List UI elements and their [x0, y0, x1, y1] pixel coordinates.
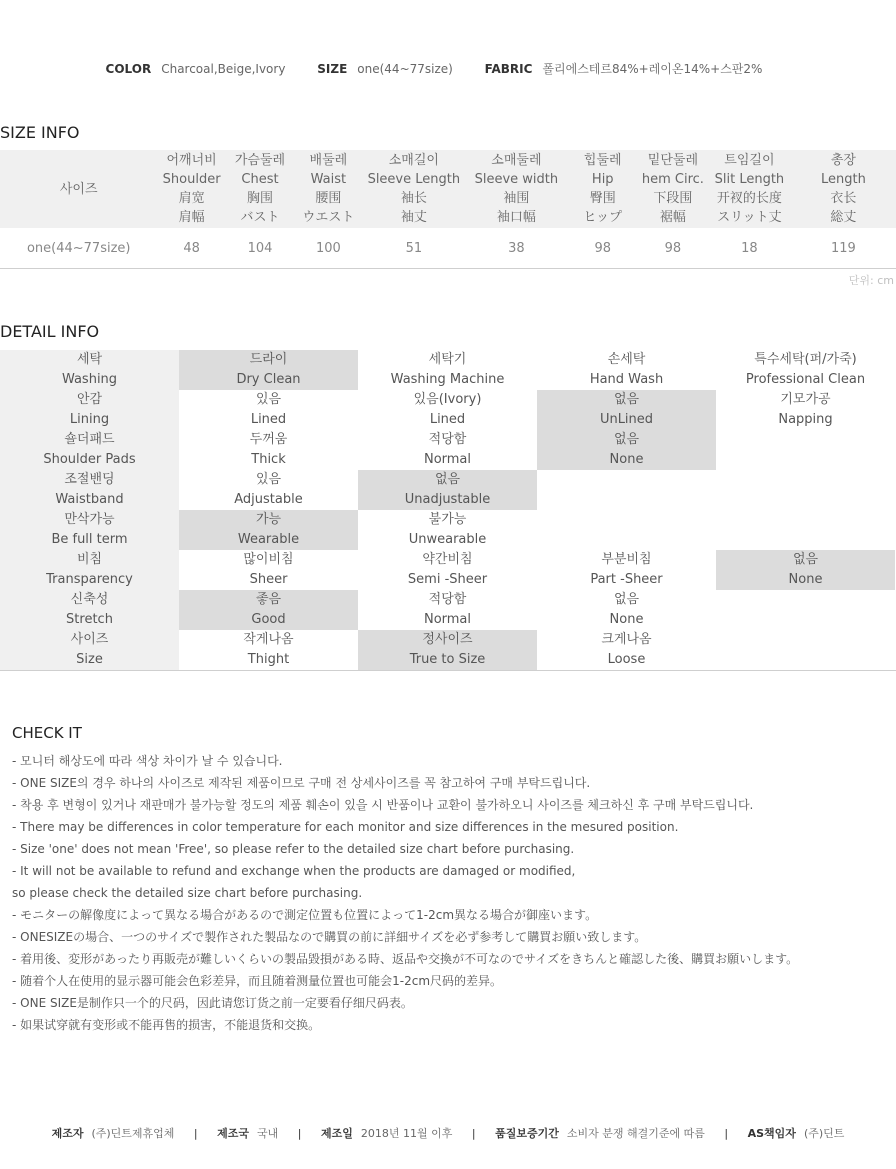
date-value: 2018년 11월 이후	[360, 1127, 453, 1140]
check-it-line: - 모니터 해상도에 따라 색상 차이가 날 수 있습니다.	[12, 754, 283, 768]
detail-option	[716, 390, 895, 430]
date-label: 제조일	[321, 1127, 353, 1140]
detail-option-selected	[537, 430, 716, 470]
size-header-text: 裾幅	[659, 210, 686, 225]
size-value-cell: 48	[183, 240, 200, 256]
check-it-line: - There may be differences in color temperature for each monitor and size differences in the mesured position.	[12, 820, 679, 834]
size-header-text: 트임길이	[724, 153, 775, 168]
detail-row	[0, 470, 896, 510]
detail-option	[358, 510, 537, 550]
size-table-row	[0, 228, 896, 269]
size-header-text: Sleeve width	[474, 172, 559, 187]
size-header-text: Shoulder	[162, 172, 221, 187]
detail-label	[0, 510, 179, 550]
size-header-cell	[294, 150, 362, 228]
detail-label-text: 숄더패드	[64, 432, 115, 447]
detail-option-text: 있음	[255, 472, 282, 487]
size-header-text: 사이즈	[59, 181, 98, 197]
size-header-cell	[0, 150, 157, 228]
detail-option-text: Unwearable	[408, 532, 487, 547]
detail-option-text: None	[788, 572, 823, 587]
detail-option-text: Sheer	[249, 572, 288, 587]
size-header-text: 袖长	[400, 191, 427, 206]
detail-option	[537, 510, 716, 550]
check-it-line: - Size 'one' does not mean 'Free', so please refer to the detailed size chart before purchasing.	[12, 842, 575, 856]
detail-option-selected	[179, 590, 358, 630]
detail-option	[358, 550, 537, 590]
detail-option-text: 드라이	[249, 352, 288, 367]
detail-option-text: 손세탁	[607, 352, 646, 367]
detail-option-text: 두꺼움	[249, 432, 288, 447]
detail-label-text: 신축성	[70, 592, 109, 607]
fabric-value: 폴리에스테르84%+레이온14%+스판2%	[542, 62, 763, 76]
detail-option-text: Washing Machine	[390, 372, 505, 387]
size-header-text: Waist	[310, 172, 347, 187]
detail-label	[0, 430, 179, 470]
detail-option	[537, 590, 716, 630]
detail-option-text: Wearable	[237, 532, 300, 547]
size-header-text: 총장	[830, 153, 856, 168]
detail-option-text: 없음	[613, 392, 640, 407]
footer-separator: |	[471, 1127, 476, 1140]
country-label: 제조국	[217, 1127, 250, 1140]
detail-option-text: 가능	[255, 512, 282, 527]
size-header-cell	[791, 150, 896, 228]
detail-option	[716, 470, 895, 510]
detail-label-text: Waistband	[55, 492, 124, 507]
detail-option-selected	[716, 550, 895, 590]
size-value-cell: 98	[664, 240, 682, 256]
detail-option-text: Hand Wash	[589, 372, 664, 387]
size-header-text: 肩幅	[178, 210, 205, 225]
detail-option-text: 많이비침	[243, 552, 294, 567]
size-header-text: Chest	[241, 172, 279, 187]
detail-option-text: Adjustable	[234, 492, 303, 507]
warranty-label: 품질보증기간	[495, 1127, 559, 1140]
detail-option-text: 있음	[255, 392, 282, 407]
check-it-line: so please check the detailed size chart before purchasing.	[12, 886, 363, 900]
check-it-line: - 如果试穿就有变形或不能再售的损害，不能退货和交换。	[12, 1018, 321, 1032]
detail-label-text: Shoulder Pads	[43, 452, 136, 467]
check-it-notes	[12, 750, 892, 1036]
detail-option-text: Semi -Sheer	[407, 572, 488, 587]
size-header-text: Length	[820, 172, 866, 187]
detail-option-text: 적당함	[428, 432, 467, 447]
size-value-cell: 104	[247, 240, 273, 256]
detail-option-selected	[358, 630, 537, 670]
size-header-text: バスト	[240, 210, 280, 225]
detail-option-text: 기모가공	[780, 392, 831, 407]
detail-option-text: 없음	[792, 552, 819, 567]
size-header-text: 袖丈	[400, 210, 427, 225]
detail-label-text: 만삭가능	[64, 512, 115, 527]
size-header-text: 胸围	[246, 191, 273, 206]
detail-row	[0, 550, 896, 590]
detail-option-text: 적당함	[428, 592, 467, 607]
as-label: AS책임자	[747, 1127, 796, 1140]
size-header-cell	[465, 150, 568, 228]
detail-option	[537, 550, 716, 590]
size-header-cell	[568, 150, 638, 228]
detail-option	[716, 430, 895, 470]
size-header-text: Slit Length	[714, 172, 785, 187]
detail-option	[716, 590, 895, 630]
check-it-line: - ONE SIZE是制作只一个的尺码，因此请您订货之前一定要看仔细尺码表。	[12, 996, 413, 1010]
detail-row	[0, 350, 896, 390]
detail-option-text: Napping	[778, 412, 833, 427]
detail-option-text: 정사이즈	[422, 632, 473, 647]
detail-label	[0, 550, 179, 590]
size-header-text: Sleeve Length	[367, 172, 461, 187]
detail-option-text: UnLined	[599, 412, 654, 427]
check-it-line: - 随着个人在使用的显示器可能会色彩差异，而且随着测量位置也可能会1-2cm尺码的差异。	[12, 974, 503, 988]
detail-label-text: Stretch	[66, 612, 113, 627]
detail-option-selected	[358, 470, 537, 510]
size-header-cell	[638, 150, 708, 228]
detail-label	[0, 390, 179, 430]
size-header-text: 开衩的长度	[716, 191, 782, 206]
size-label: SIZE	[317, 62, 348, 76]
detail-option-text: Professional Clean	[745, 372, 866, 387]
size-header-text: 밑단둘레	[647, 153, 699, 168]
size-table	[0, 150, 896, 269]
detail-label-text: Washing	[61, 372, 118, 387]
footer-info	[0, 1125, 896, 1141]
size-value-cell: 100	[315, 240, 341, 256]
detail-option-text: Part -Sheer	[590, 572, 663, 587]
size-header-text: 袖围	[503, 191, 530, 206]
detail-label	[0, 590, 179, 630]
size-header-text: Hip	[591, 172, 614, 187]
size-header-text: 힙둘레	[583, 153, 622, 168]
size-header-text: 소매길이	[388, 153, 439, 168]
detail-option-text: None	[609, 452, 644, 467]
detail-option	[179, 390, 358, 430]
detail-option	[716, 510, 895, 550]
detail-option-text: None	[609, 612, 644, 627]
detail-option-text: 좋음	[255, 592, 282, 607]
detail-option-text: Loose	[607, 652, 646, 667]
fabric-label: FABRIC	[484, 62, 533, 76]
detail-option	[716, 350, 895, 390]
size-header-text: 下段围	[653, 191, 693, 206]
detail-option-text: 크게나옴	[601, 632, 652, 647]
detail-option-text: Dry Clean	[236, 372, 301, 387]
size-header-cell	[363, 150, 466, 228]
footer-separator: |	[297, 1127, 302, 1140]
detail-option-text: Good	[251, 612, 286, 627]
check-it-line: - It will not be available to refund and exchange when the products are damaged or modified,	[12, 864, 576, 878]
size-table-header	[0, 150, 896, 228]
detail-option	[358, 390, 537, 430]
detail-label	[0, 630, 179, 670]
detail-table	[0, 350, 896, 671]
detail-row	[0, 430, 896, 470]
detail-option-text: Thick	[251, 452, 286, 467]
detail-option-text: 불가능	[428, 512, 467, 527]
detail-label-text: Transparency	[46, 572, 133, 587]
size-value-cell: 98	[594, 240, 612, 256]
detail-option	[179, 630, 358, 670]
detail-option-text: 약간비침	[422, 552, 473, 567]
size-header-text: ヒップ	[583, 210, 623, 225]
detail-option-text: 세탁기	[428, 352, 467, 367]
detail-option	[358, 430, 537, 470]
detail-option-text: Unadjustable	[404, 492, 491, 507]
detail-option-text: 있음(Ivory)	[413, 392, 482, 407]
size-header-text: 衣长	[830, 191, 857, 206]
color-value: Charcoal,Beige,Ivory	[161, 62, 286, 76]
detail-option-text: True to Size	[409, 652, 486, 667]
detail-row	[0, 590, 896, 630]
warranty-value: 소비자 분쟁 해결기준에 따름	[566, 1127, 705, 1140]
size-header-text: 臀围	[589, 191, 616, 206]
size-value-cell: 51	[405, 240, 423, 256]
size-header-text: 가슴둘레	[234, 153, 286, 168]
detail-label-text: Be full term	[51, 532, 128, 547]
detail-option-text: 없음	[613, 592, 640, 607]
check-it-line: - モニターの解像度によって異なる場合があるので測定位置も位置によって1-2cm異なる場合が御座います。	[12, 908, 598, 922]
product-summary	[0, 60, 896, 77]
size-header-cell	[708, 150, 791, 228]
detail-option-text: 부분비침	[601, 552, 652, 567]
detail-option-text: Thight	[247, 652, 290, 667]
detail-label-text: 비침	[76, 552, 103, 567]
size-header-text: ウエスト	[302, 210, 355, 225]
size-value-cell: 38	[508, 240, 525, 256]
detail-label-text: 조절밴딩	[64, 472, 115, 487]
detail-option-selected	[179, 510, 358, 550]
detail-label	[0, 470, 179, 510]
detail-option-text: Normal	[423, 612, 472, 627]
detail-option	[537, 350, 716, 390]
detail-option	[358, 590, 537, 630]
check-it-line: - ONE SIZE의 경우 하나의 사이즈로 제작된 제품이므로 구매 전 상세사이즈를 꼭 참고하여 구매 부탁드립니다.	[12, 776, 591, 790]
detail-row	[0, 510, 896, 550]
size-header-text: 総丈	[830, 210, 857, 225]
size-header-cell	[157, 150, 225, 228]
size-value-cell: 18	[741, 240, 758, 256]
size-header-text: 어깨너비	[166, 153, 217, 168]
check-it-title: CHECK IT	[12, 724, 82, 742]
as-value: (주)딘트	[803, 1127, 845, 1140]
detail-option-text: 없음	[434, 472, 461, 487]
size-header-text: 袖口幅	[496, 210, 536, 225]
detail-row	[0, 630, 896, 670]
detail-row	[0, 390, 896, 430]
size-header-text: 腰围	[315, 191, 342, 206]
size-value-cell: one(44~77size)	[26, 240, 131, 256]
detail-label-text: Size	[76, 652, 103, 667]
footer-separator: |	[193, 1127, 198, 1140]
size-info-title: SIZE INFO	[0, 123, 80, 142]
color-label: COLOR	[105, 62, 152, 76]
detail-label-text: Lining	[69, 412, 110, 427]
unit-note: 단위: cm	[848, 274, 894, 287]
size-header-cell	[226, 150, 294, 228]
detail-option	[179, 550, 358, 590]
detail-option	[537, 470, 716, 510]
size-value: one(44~77size)	[357, 62, 453, 76]
detail-label-text: 사이즈	[70, 632, 109, 647]
maker-value: (주)딘트제휴업체	[91, 1127, 175, 1140]
detail-option-text: 없음	[613, 432, 640, 447]
size-header-text: 肩宽	[178, 191, 205, 206]
detail-option	[179, 470, 358, 510]
detail-option	[716, 630, 895, 670]
check-it-line: - 着用後、変形があったり再販売が難しいくらいの製品毀損がある時、返品や交換が不可なのでサイズをきちんと確認した後、購買お願いします。	[12, 952, 799, 966]
detail-option-selected	[537, 390, 716, 430]
detail-option-selected	[179, 350, 358, 390]
detail-label	[0, 350, 179, 390]
detail-label-text: 안감	[76, 392, 103, 407]
size-header-text: 소매둘레	[491, 153, 542, 168]
detail-option	[179, 430, 358, 470]
detail-info-title: DETAIL INFO	[0, 322, 100, 341]
size-header-text: 배둘레	[309, 153, 348, 168]
detail-label-text: 세탁	[76, 352, 103, 367]
check-it-line: - 착용 후 변형이 있거나 재판매가 불가능할 정도의 제품 훼손이 있을 시 반품이나 교환이 불가하오니 사이즈를 체크하신 후 구매 부탁드립니다.	[12, 798, 754, 812]
footer-separator: |	[724, 1127, 729, 1140]
detail-option	[358, 350, 537, 390]
size-header-text: スリット丈	[717, 210, 782, 225]
check-it-line: - ONESIZEの場合、一つのサイズで製作された製品なので購買の前に詳細サイズを必ず参考して購買お願い致します。	[12, 930, 647, 944]
size-value-cell: 119	[830, 240, 856, 256]
detail-option-text: 특수세탁(퍼/가죽)	[754, 352, 857, 367]
detail-option-text: Lined	[429, 412, 466, 427]
size-header-text: hem Circ.	[641, 172, 704, 187]
country-value: 국내	[257, 1127, 279, 1140]
maker-label: 제조자	[51, 1127, 84, 1140]
detail-option-text: 작게나옴	[243, 632, 294, 647]
detail-option	[537, 630, 716, 670]
detail-option-text: Normal	[423, 452, 472, 467]
detail-option-text: Lined	[250, 412, 287, 427]
